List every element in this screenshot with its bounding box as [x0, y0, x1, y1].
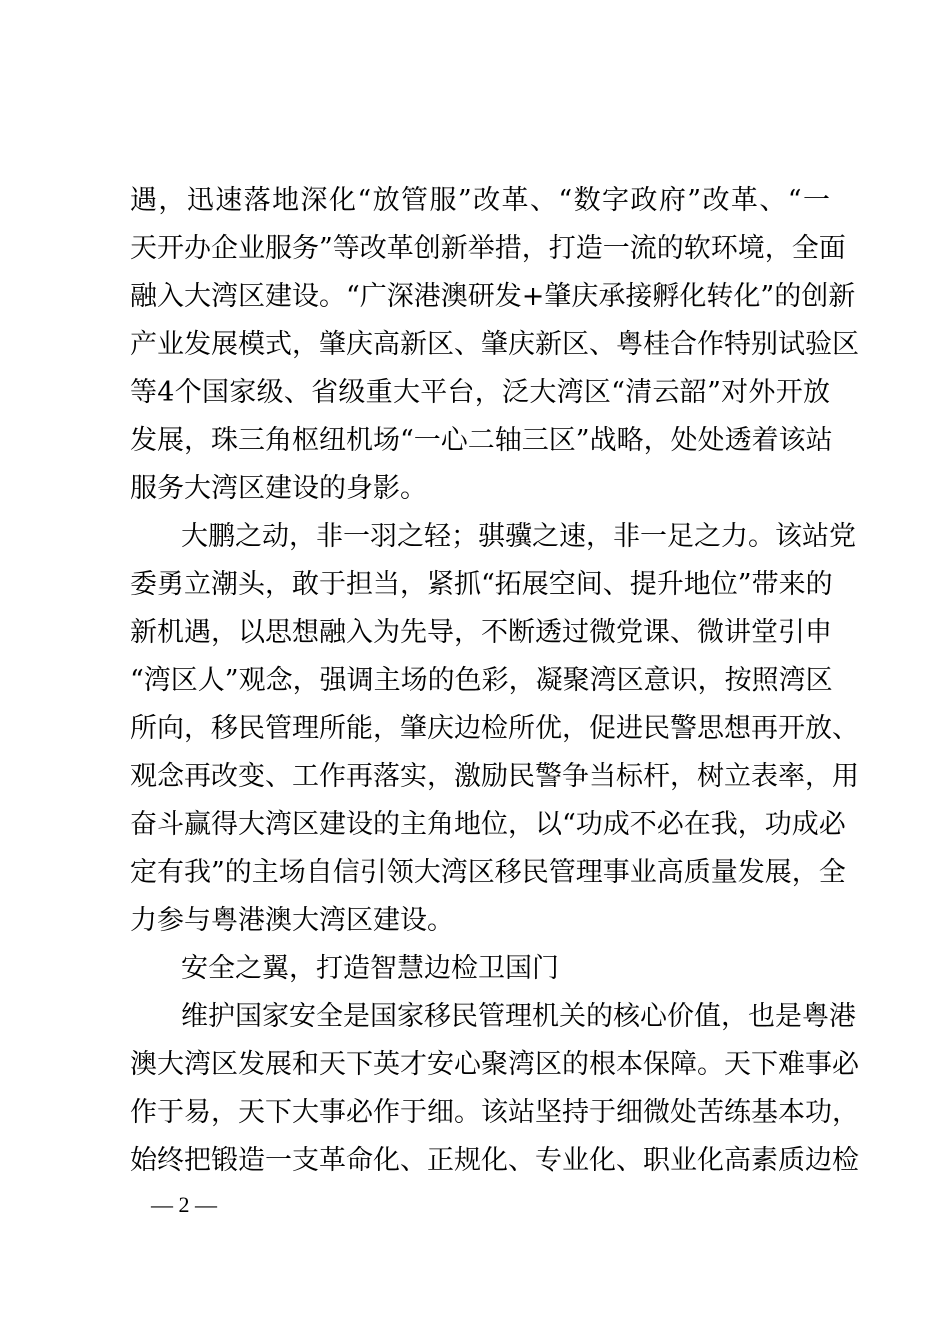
paragraph-2-line-4: “湾区人”观念，强调主场的色彩，凝聚湾区意识，按照湾区: [130, 665, 833, 696]
paragraph-1-line-3: 融入大湾区建设。“广深港澳研发+肇庆承接孵化转化”的创新: [130, 281, 856, 312]
paragraph-2-line-7: 奋斗赢得大湾区建设的主角地位，以“功成不必在我，功成必: [130, 809, 846, 840]
paragraph-1-line-4: 产业发展模式，肇庆高新区、肇庆新区、粤桂合作特别试验区: [130, 329, 859, 360]
paragraph-3-line-3: 作于易，天下大事必作于细。该站坚持于细微处苦练基本功，: [130, 1097, 859, 1128]
paragraph-1-line-6: 发展，珠三角枢纽机场“一心二轴三区”战略，处处透着该站: [130, 425, 833, 456]
paragraph-3-line-2: 澳大湾区发展和天下英才安心聚湾区的根本保障。天下难事必: [130, 1049, 859, 1080]
paragraph-3-line-4: 始终把锻造一支革命化、正规化、专业化、职业化高素质边检: [130, 1145, 859, 1176]
paragraph-2-line-8: 定有我”的主场自信引领大湾区移民管理事业高质量发展，全: [130, 857, 846, 888]
paragraph-1-line-5: 等4个国家级、省级重大平台，泛大湾区“清云韶”对外开放: [130, 377, 830, 408]
paragraph-2-line-9: 力参与粤港澳大湾区建设。: [130, 905, 454, 936]
paragraph-1-line-2: 天开办企业服务”等改革创新举措，打造一流的软环境，全面: [130, 233, 846, 264]
paragraph-3-line-1: 维护国家安全是国家移民管理机关的核心价值，也是粤港: [181, 1001, 856, 1032]
paragraph-1-line-7: 服务大湾区建设的身影。: [130, 473, 427, 504]
paragraph-2-line-1: 大鹏之动，非一羽之轻；骐骥之速，非一足之力。该站党: [181, 521, 856, 552]
paragraph-1-line-1: 遇，迅速落地深化“放管服”改革、“数字政府”改革、“一: [130, 185, 830, 216]
page-number: — 2 —: [151, 1192, 217, 1217]
paragraph-2-line-2: 委勇立潮头，敢于担当，紧抓“拓展空间、提升地位”带来的: [130, 569, 833, 600]
paragraph-2-line-3: 新机遇，以思想融入为先导，不断透过微党课、微讲堂引申: [130, 617, 832, 648]
paragraph-2-line-6: 观念再改变、工作再落实，激励民警争当标杆，树立表率，用: [130, 761, 859, 792]
section-heading: 安全之翼，打造智慧边检卫国门: [181, 953, 559, 984]
paragraph-2-line-5: 所向，移民管理所能，肇庆边检所优，促进民警思想再开放、: [130, 713, 859, 744]
